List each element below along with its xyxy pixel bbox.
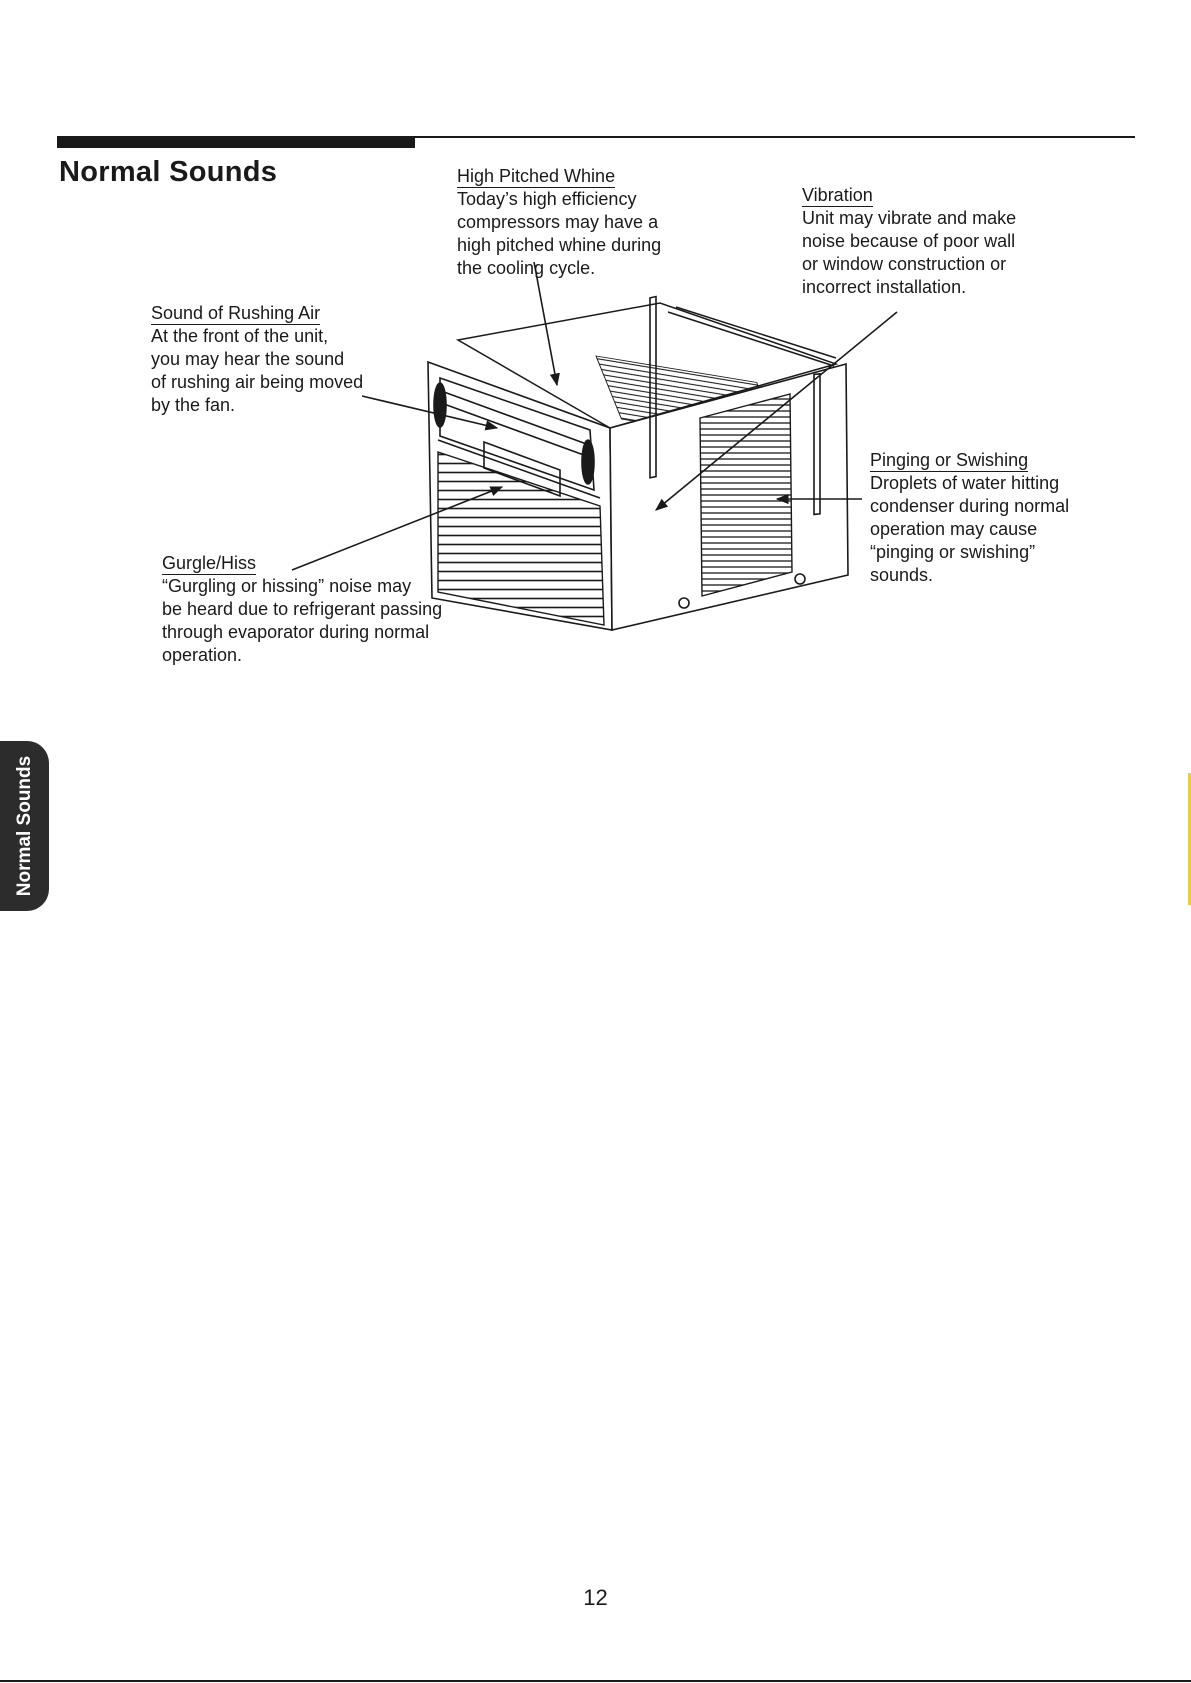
callout-line: At the front of the unit,	[151, 326, 329, 346]
callout-line: of rushing air being moved	[151, 372, 364, 392]
callout-line: compressors may have a	[457, 212, 659, 232]
callout-line: condenser during normal	[870, 496, 1070, 516]
callout-line: you may hear the sound	[151, 349, 345, 369]
callout-line: operation.	[162, 645, 243, 665]
callout-line: “Gurgling or hissing” noise may	[162, 576, 412, 596]
callout-line: Today’s high efficiency	[457, 189, 637, 209]
callout-high-pitched-whine	[457, 165, 717, 280]
callout-line: “pinging or swishing”	[870, 542, 1036, 562]
callout-heading: Pinging or Swishing	[870, 450, 1029, 470]
page-number: 12	[583, 1585, 608, 1610]
callout-pinging-swishing	[870, 449, 1100, 587]
callout-line: Unit may vibrate and make	[802, 208, 1017, 228]
callout-line: through evaporator during normal	[162, 622, 430, 642]
callout-rushing-air	[151, 302, 411, 417]
callout-vibration	[802, 184, 1092, 299]
footer-rule	[0, 1680, 1191, 1682]
callout-line: or window construction or	[802, 254, 1007, 274]
callout-heading: Gurgle/Hiss	[162, 553, 257, 573]
section-side-tab	[0, 741, 49, 911]
side-tab-label: Normal Sounds	[13, 755, 35, 897]
callout-line: sounds.	[870, 565, 934, 585]
page-title: Normal Sounds	[59, 156, 278, 188]
callout-line: operation may cause	[870, 519, 1038, 539]
callout-line: noise because of poor wall	[802, 231, 1016, 251]
callout-heading: High Pitched Whine	[457, 166, 616, 186]
callout-line: be heard due to refrigerant passing	[162, 599, 443, 619]
callout-line: Droplets of water hitting	[870, 473, 1060, 493]
callout-gurgle-hiss	[162, 552, 482, 667]
callout-heading: Vibration	[802, 185, 873, 205]
callout-heading: Sound of Rushing Air	[151, 303, 321, 323]
callout-line: high pitched whine during	[457, 235, 662, 255]
callout-line: by the fan.	[151, 395, 236, 415]
side-condenser-grill	[700, 394, 792, 596]
callout-line: incorrect installation.	[802, 277, 967, 297]
callout-line: the cooling cycle.	[457, 258, 596, 278]
